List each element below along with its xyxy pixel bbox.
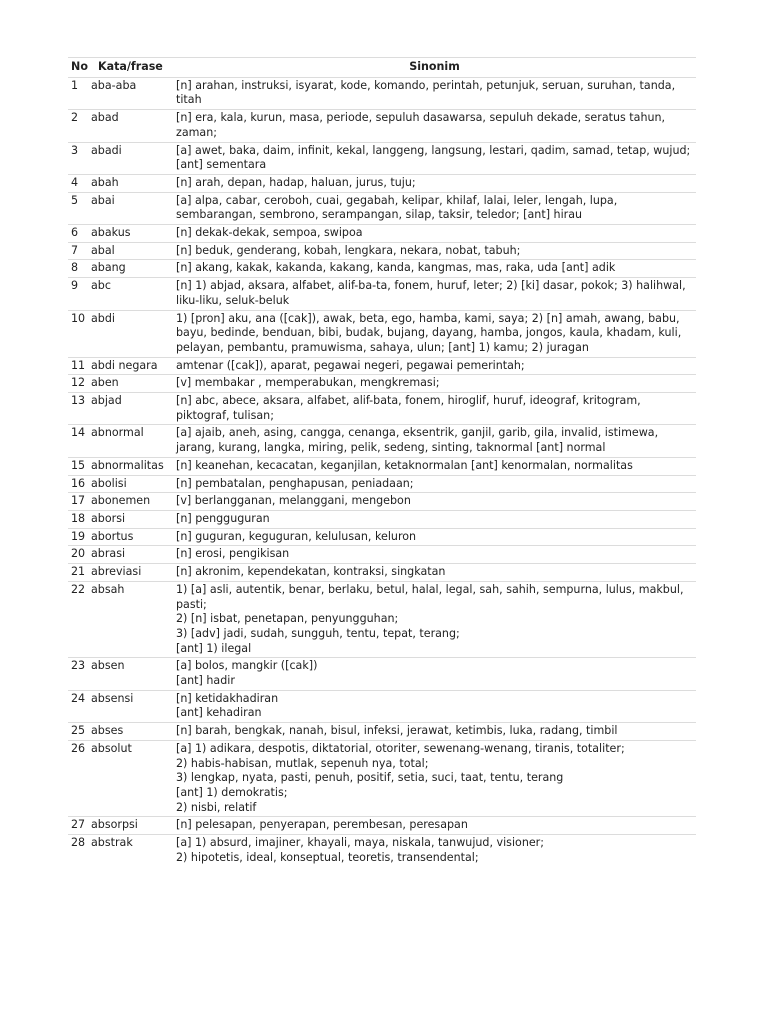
table-row	[68, 425, 696, 457]
table-row	[68, 310, 696, 357]
row-number: 4	[68, 174, 89, 192]
row-synonym: [n] guguran, keguguran, kelulusan, keluron	[173, 528, 696, 546]
row-word: absah	[89, 581, 173, 658]
table-row	[68, 740, 696, 817]
row-word: abakus	[89, 225, 173, 243]
row-number: 2	[68, 110, 89, 142]
row-synonym: [a] alpa, cabar, ceroboh, cuai, gegabah, kelipar, khilaf, lalai, leler, lengah, lupa, sembarangan, sembrono, serampangan, silap, taksir, teledor; [ant] hirau	[173, 192, 696, 224]
row-word: absen	[89, 658, 173, 690]
header-word: Kata/frase	[89, 58, 173, 78]
header-synonym: Sinonim	[173, 58, 696, 78]
row-synonym: [n] pembatalan, penghapusan, peniadaan;	[173, 475, 696, 493]
table-row	[68, 225, 696, 243]
synonym-table	[68, 57, 696, 866]
row-number: 7	[68, 242, 89, 260]
row-synonym: 1) [a] asli, autentik, benar, berlaku, betul, halal, legal, sah, sahih, sempurna, lulus, makbul, pasti; 2) [n] isbat, penetapan, penyungguhan; 3) [adv] jadi, sudah, sungguh, tentu, tepat, terang; [ant] 1) ilegal	[173, 581, 696, 658]
table-row	[68, 357, 696, 375]
row-word: abdi	[89, 310, 173, 357]
row-number: 13	[68, 393, 89, 425]
table-row	[68, 260, 696, 278]
table-row	[68, 242, 696, 260]
table-body	[68, 77, 696, 866]
row-number: 26	[68, 740, 89, 817]
row-synonym: [a] bolos, mangkir ([cak]) [ant] hadir	[173, 658, 696, 690]
table-row	[68, 192, 696, 224]
row-word: abang	[89, 260, 173, 278]
row-word: abc	[89, 278, 173, 310]
row-number: 3	[68, 142, 89, 174]
row-number: 12	[68, 375, 89, 393]
row-word: abad	[89, 110, 173, 142]
table-row	[68, 528, 696, 546]
table-row	[68, 174, 696, 192]
table-row	[68, 581, 696, 658]
row-word: abonemen	[89, 493, 173, 511]
header-no: No	[68, 58, 89, 78]
row-synonym: [n] era, kala, kurun, masa, periode, sepuluh dasawarsa, sepuluh dekade, seratus tahun, zaman;	[173, 110, 696, 142]
row-synonym: [n] arahan, instruksi, isyarat, kode, komando, perintah, petunjuk, seruan, suruhan, tanda, titah	[173, 77, 696, 109]
row-synonym: [n] pelesapan, penyerapan, perembesan, peresapan	[173, 817, 696, 835]
row-synonym: [a] awet, baka, daim, infinit, kekal, langgeng, langsung, lestari, qadim, samad, tetap, wujud; [ant] sementara	[173, 142, 696, 174]
table-row	[68, 457, 696, 475]
table-row	[68, 393, 696, 425]
row-synonym: [n] barah, bengkak, nanah, bisul, infeksi, jerawat, ketimbis, luka, radang, timbil	[173, 723, 696, 741]
row-number: 14	[68, 425, 89, 457]
row-word: absorpsi	[89, 817, 173, 835]
row-word: aborsi	[89, 510, 173, 528]
row-synonym: [n] 1) abjad, aksara, alfabet, alif-ba-ta, fonem, huruf, leter; 2) [ki] dasar, pokok; 3) halihwal, liku-liku, seluk-beluk	[173, 278, 696, 310]
table-row	[68, 835, 696, 867]
row-synonym: [a] ajaib, aneh, asing, cangga, cenanga, eksentrik, ganjil, garib, gila, invalid, istimewa, jarang, kurang, langka, miring, pelik, sedeng, sinting, taknormal [ant] normal	[173, 425, 696, 457]
row-number: 5	[68, 192, 89, 224]
table-row	[68, 817, 696, 835]
table-row	[68, 77, 696, 109]
row-word: abal	[89, 242, 173, 260]
row-number: 1	[68, 77, 89, 109]
row-word: abreviasi	[89, 564, 173, 582]
row-synonym: [n] erosi, pengikisan	[173, 546, 696, 564]
row-synonym: [n] akang, kakak, kakanda, kakang, kanda, kangmas, mas, raka, uda [ant] adik	[173, 260, 696, 278]
row-number: 8	[68, 260, 89, 278]
row-word: abjad	[89, 393, 173, 425]
row-word: abstrak	[89, 835, 173, 867]
row-number: 19	[68, 528, 89, 546]
row-synonym: [n] arah, depan, hadap, haluan, jurus, tuju;	[173, 174, 696, 192]
row-number: 24	[68, 690, 89, 722]
row-number: 17	[68, 493, 89, 511]
table-row	[68, 723, 696, 741]
row-word: abnormal	[89, 425, 173, 457]
row-word: abai	[89, 192, 173, 224]
row-number: 10	[68, 310, 89, 357]
table-header-row	[68, 58, 696, 78]
row-synonym: [n] keanehan, kecacatan, keganjilan, ketaknormalan [ant] kenormalan, normalitas	[173, 457, 696, 475]
row-number: 23	[68, 658, 89, 690]
row-number: 16	[68, 475, 89, 493]
row-number: 9	[68, 278, 89, 310]
row-word: absensi	[89, 690, 173, 722]
table-row	[68, 564, 696, 582]
row-number: 6	[68, 225, 89, 243]
table-row	[68, 690, 696, 722]
row-word: abah	[89, 174, 173, 192]
table-row	[68, 493, 696, 511]
row-number: 21	[68, 564, 89, 582]
row-synonym: 1) [pron] aku, ana ([cak]), awak, beta, ego, hamba, kami, saya; 2) [n] amah, awang, babu, bayu, bedinde, benduan, bibi, budak, bujang, dayang, hamba, jongos, kaula, khadam, kuli, pelayan, pembantu, pramuwisma, sahaya, ulun; [ant] 1) kamu; 2) juragan	[173, 310, 696, 357]
row-word: aba-aba	[89, 77, 173, 109]
table-row	[68, 546, 696, 564]
row-word: abnormalitas	[89, 457, 173, 475]
row-synonym: [v] membakar , memperabukan, mengkremasi;	[173, 375, 696, 393]
row-synonym: [n] dekak-dekak, sempoa, swipoa	[173, 225, 696, 243]
row-word: aben	[89, 375, 173, 393]
table-row	[68, 658, 696, 690]
table-row	[68, 142, 696, 174]
row-synonym: [v] berlangganan, melanggani, mengebon	[173, 493, 696, 511]
table-row	[68, 375, 696, 393]
row-synonym: [n] abc, abece, aksara, alfabet, alif-bata, fonem, hiroglif, huruf, ideograf, kritogram, piktograf, tulisan;	[173, 393, 696, 425]
table-row	[68, 510, 696, 528]
table-row	[68, 278, 696, 310]
row-number: 15	[68, 457, 89, 475]
row-synonym: [n] beduk, genderang, kobah, lengkara, nekara, nobat, tabuh;	[173, 242, 696, 260]
row-word: abrasi	[89, 546, 173, 564]
row-synonym: [n] ketidakhadiran [ant] kehadiran	[173, 690, 696, 722]
row-word: abses	[89, 723, 173, 741]
row-number: 20	[68, 546, 89, 564]
row-number: 11	[68, 357, 89, 375]
row-number: 22	[68, 581, 89, 658]
row-synonym: [n] pengguguran	[173, 510, 696, 528]
row-number: 27	[68, 817, 89, 835]
row-synonym: [n] akronim, kependekatan, kontraksi, singkatan	[173, 564, 696, 582]
row-number: 28	[68, 835, 89, 867]
synonym-table-container	[68, 57, 696, 866]
row-number: 18	[68, 510, 89, 528]
table-row	[68, 475, 696, 493]
row-word: abdi negara	[89, 357, 173, 375]
row-synonym: [a] 1) adikara, despotis, diktatorial, otoriter, sewenang-wenang, tiranis, totaliter; 2) habis-habisan, mutlak, sepenuh nya, total; 3) lengkap, nyata, pasti, penuh, positif, setia, suci, taat, tentu, terang [ant] 1) demokratis; 2) nisbi, relatif	[173, 740, 696, 817]
row-word: abortus	[89, 528, 173, 546]
row-synonym: [a] 1) absurd, imajiner, khayali, maya, niskala, tanwujud, visioner; 2) hipotetis, ideal, konseptual, teoretis, transendental;	[173, 835, 696, 867]
row-word: abadi	[89, 142, 173, 174]
row-word: abolisi	[89, 475, 173, 493]
table-row	[68, 110, 696, 142]
row-synonym: amtenar ([cak]), aparat, pegawai negeri, pegawai pemerintah;	[173, 357, 696, 375]
row-number: 25	[68, 723, 89, 741]
row-word: absolut	[89, 740, 173, 817]
